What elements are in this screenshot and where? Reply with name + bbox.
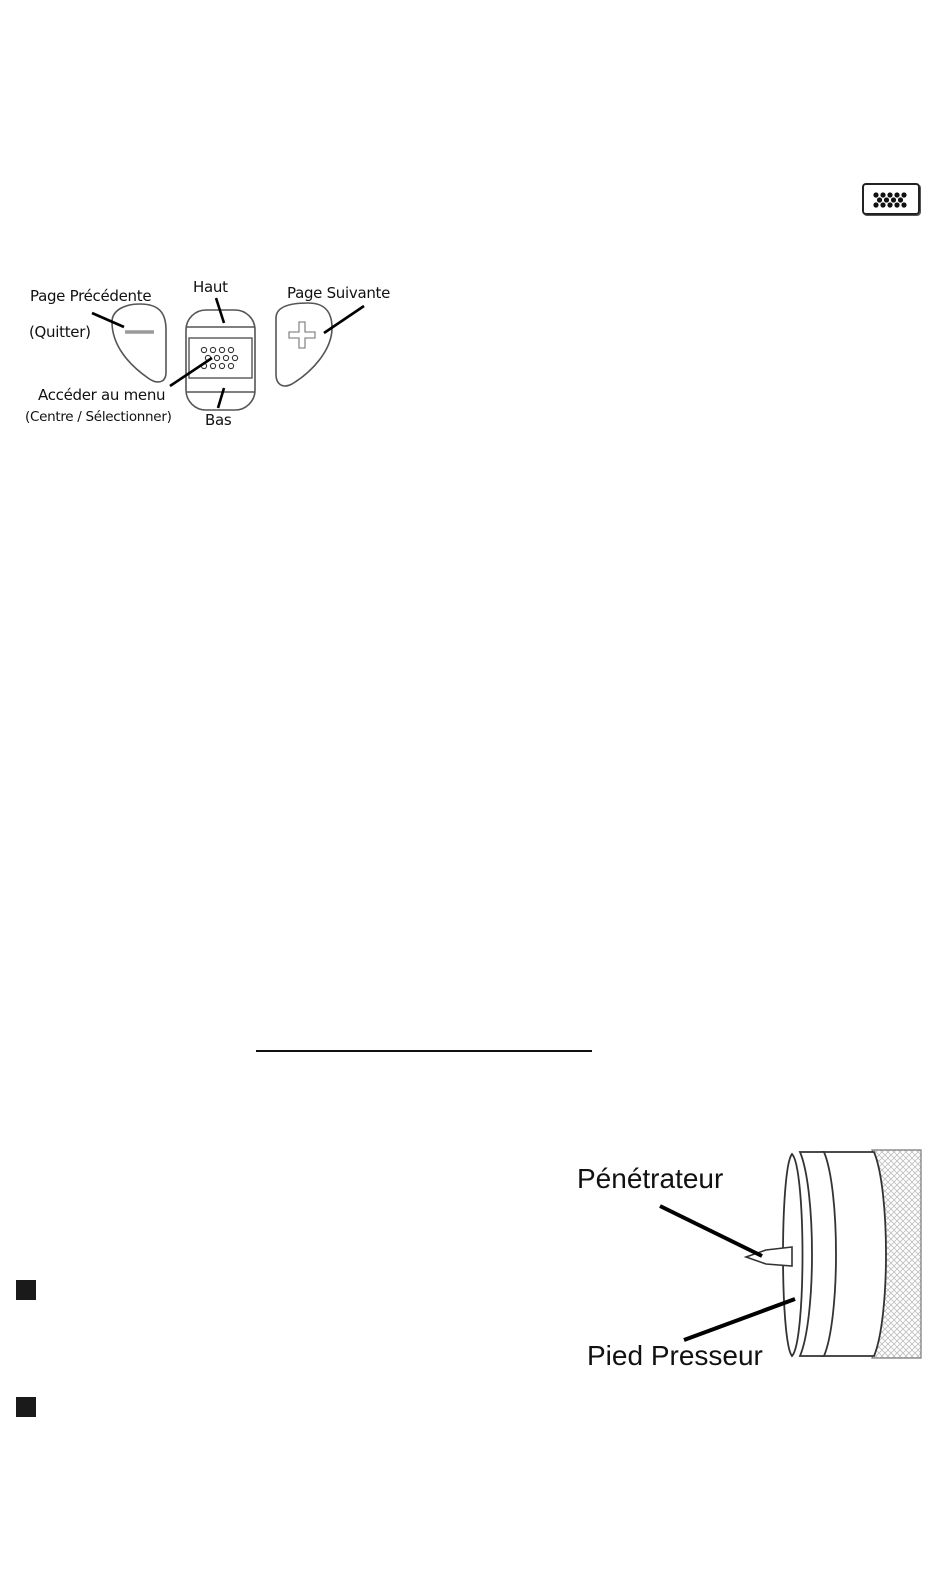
menu-access-label: Accéder au menu bbox=[38, 386, 166, 404]
prev-page-label: Page Précédente bbox=[30, 287, 152, 305]
next-page-label: Page Suivante bbox=[287, 284, 391, 302]
down-label: Bas bbox=[205, 411, 232, 429]
square-bullet-2 bbox=[16, 1397, 36, 1417]
square-bullet-1 bbox=[16, 1280, 36, 1300]
up-label: Haut bbox=[193, 278, 228, 296]
penetrator-label: Pénétrateur bbox=[577, 1163, 724, 1194]
quit-label: (Quitter) bbox=[29, 323, 91, 341]
presser-foot-label: Pied Presseur bbox=[587, 1340, 763, 1371]
menu-access-sub-label: (Centre / Sélectionner) bbox=[25, 409, 172, 425]
